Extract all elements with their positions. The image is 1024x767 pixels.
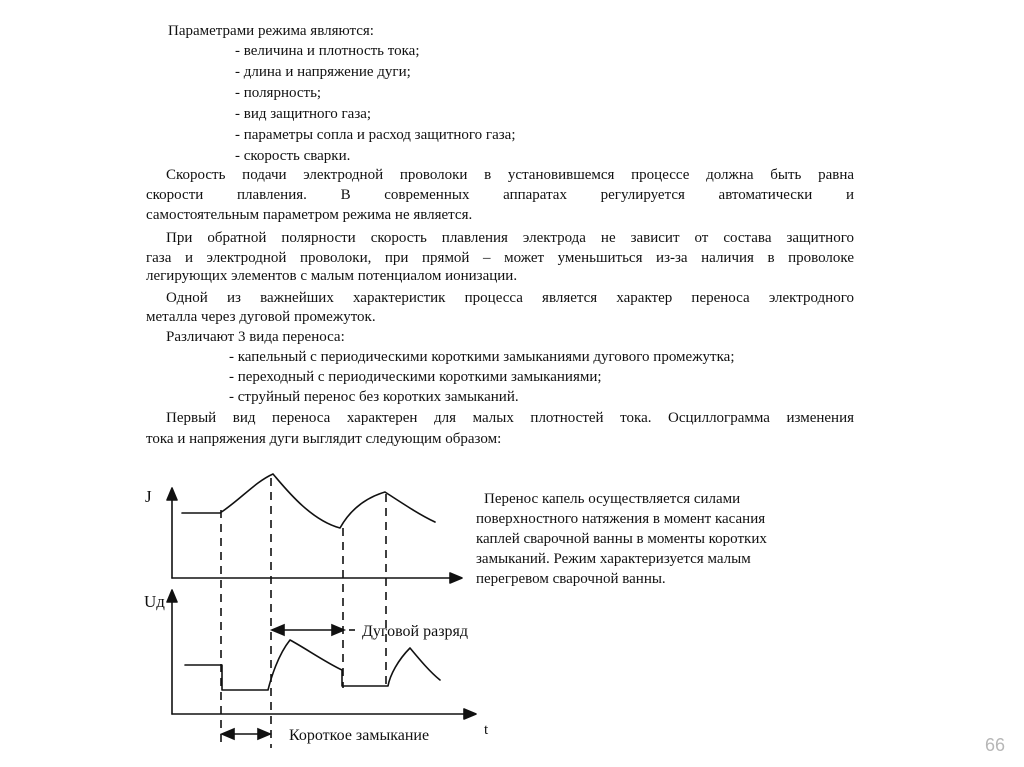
paragraph-line: газа и электродной проволоки, при прямой – может уменьшиться из-за наличия в проволоке xyxy=(146,250,854,266)
params-heading: Параметрами режима являются: xyxy=(168,23,374,39)
type-item: - капельный с периодическими короткими замыканиями дугового промежутка; xyxy=(229,349,735,365)
param-item: - вид защитного газа; xyxy=(235,106,372,122)
time-axis-arrow xyxy=(464,709,476,719)
paragraph-line: самостоятельным параметром режима не является. xyxy=(146,207,473,223)
side-note-line: каплей сварочной ванны в моменты коротких xyxy=(476,531,767,547)
side-note-line: Перенос капель осуществляется силами xyxy=(484,491,741,507)
short-arrow-left xyxy=(222,729,234,739)
paragraph-line: При обратной полярности скорость плавления электрода не зависит от состава защитного xyxy=(166,230,854,246)
type-item: - переходный с периодическими короткими замыканиями; xyxy=(229,369,602,385)
paragraph-line: тока и напряжения дуги выглядит следующим образом: xyxy=(146,431,502,447)
paragraph-line: Первый вид переноса характерен для малых плотностей тока. Осциллограмма изменения xyxy=(166,410,854,426)
paragraph-line: легирующих элементов с малым потенциалом ионизации. xyxy=(146,268,518,284)
type-item: - струйный перенос без коротких замыканий. xyxy=(229,389,519,405)
param-item: - скорость сварки. xyxy=(235,148,351,164)
current-axis-label: J xyxy=(145,487,152,506)
page-number: 66 xyxy=(985,735,1006,755)
current-x-axis-arrow xyxy=(450,573,462,583)
voltage-axis-label: Uд xyxy=(144,592,165,611)
param-item: - полярность; xyxy=(235,85,322,101)
paragraph-line: металла через дуговой промежуток. xyxy=(146,309,376,325)
side-note-line: перегревом сварочной ванны. xyxy=(476,571,666,587)
short-circuit-label: Короткое замыкание xyxy=(289,727,430,744)
side-note-line: поверхностного натяжения в момент касания xyxy=(476,511,766,527)
current-y-axis-arrow xyxy=(167,488,177,500)
side-note-line: замыканий. Режим характеризуется малым xyxy=(476,551,751,567)
param-item: - величина и плотность тока; xyxy=(235,43,420,59)
time-axis-label: t xyxy=(484,722,489,738)
paragraph-line: Одной из важнейших характеристик процесса является характер переноса электродного xyxy=(166,290,854,306)
arc-arrow-left xyxy=(272,625,284,635)
paragraph-line: скорости плавления. В современных аппаратах регулируется автоматически и xyxy=(146,187,854,203)
types-heading: Различают 3 вида переноса: xyxy=(166,329,345,345)
paragraph-line: Скорость подачи электродной проволоки в установившемся процессе должна быть равна xyxy=(166,167,854,183)
param-item: - длина и напряжение дуги; xyxy=(235,64,411,80)
voltage-y-axis-arrow xyxy=(167,590,177,602)
voltage-waveform xyxy=(185,640,440,690)
current-waveform xyxy=(182,474,435,528)
arc-discharge-label: Дуговой разряд xyxy=(362,623,469,640)
short-arrow-right xyxy=(258,729,270,739)
param-item: - параметры сопла и расход защитного газа; xyxy=(235,127,516,143)
